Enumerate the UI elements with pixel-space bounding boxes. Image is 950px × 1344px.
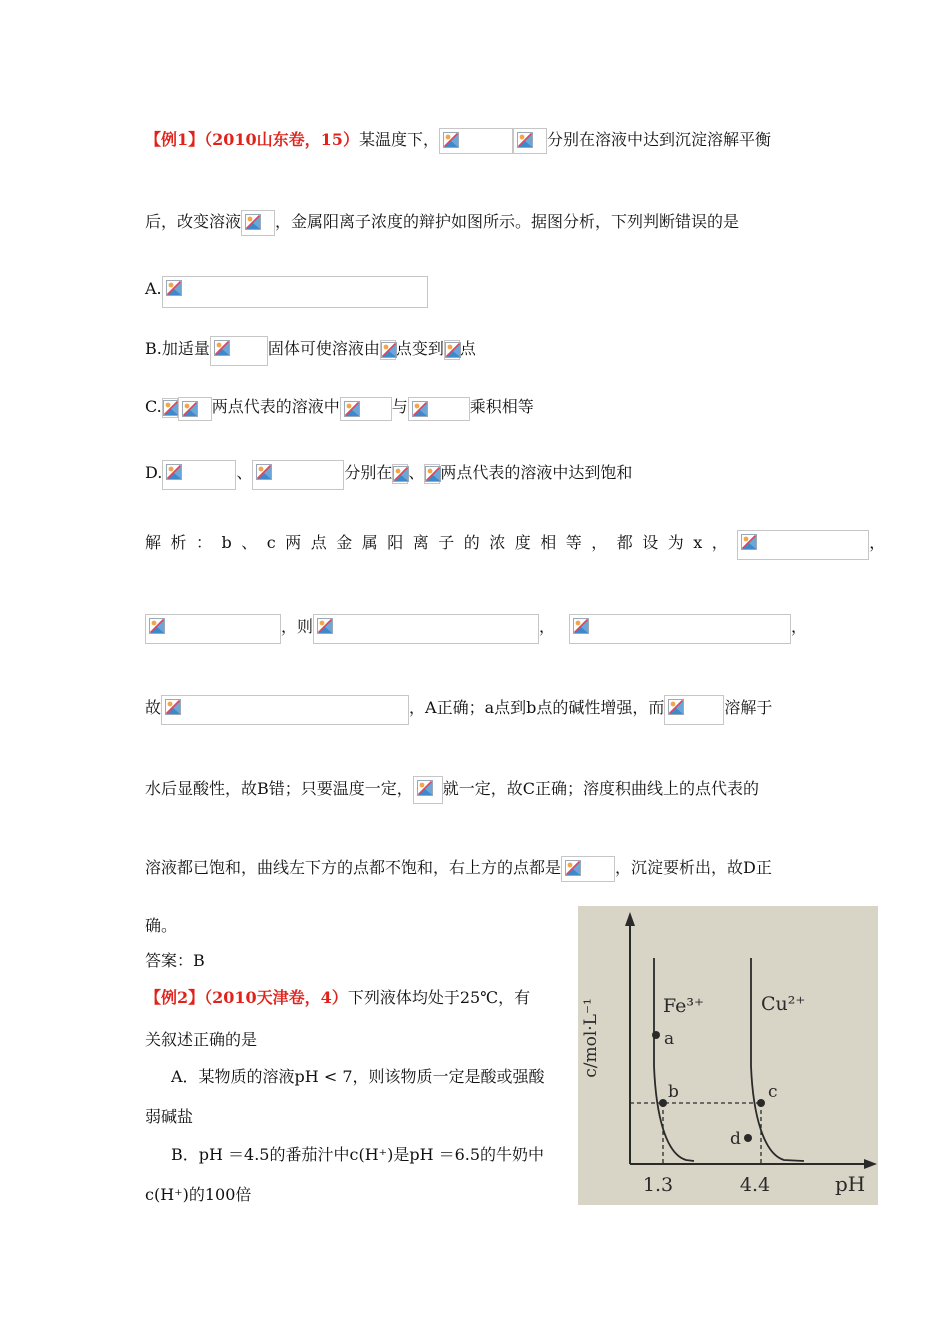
- option-d: [145, 460, 632, 490]
- formula-image: [413, 776, 443, 804]
- analysis-text: 水后显酸性，故B错；只要温度一定，: [145, 779, 413, 798]
- broken-image-icon: [393, 466, 409, 482]
- analysis-text: ，沉淀要析出，故D正: [615, 858, 772, 877]
- analysis-text: ，A正确；a点到b点的碱性增强，而: [409, 698, 665, 717]
- formula-image: [737, 530, 869, 560]
- ex1-text: 后，改变溶液: [145, 212, 242, 231]
- graph-background: [578, 906, 878, 1205]
- option-text: 分别在: [344, 463, 393, 482]
- point-c: [757, 1099, 765, 1107]
- formula-image: [313, 614, 539, 644]
- option-text: B.加适量: [145, 339, 210, 358]
- option-text: 、: [236, 463, 253, 482]
- analysis-text: ，则: [281, 617, 314, 636]
- x-tick-1: 1.3: [642, 1174, 674, 1196]
- formula-image: [513, 128, 547, 154]
- option-text: 固体可使溶液由: [267, 339, 380, 358]
- broken-image-icon: [214, 340, 230, 356]
- analysis-text: 溶解于: [724, 698, 773, 717]
- analysis-text: ，: [791, 617, 808, 636]
- answer: 答案：B: [145, 951, 205, 970]
- formula-image: [145, 614, 281, 644]
- solubility-graph: [578, 906, 878, 1205]
- ex2-tag: 【例2】: [145, 988, 205, 1007]
- point-d: [744, 1134, 752, 1142]
- broken-image-icon: [381, 342, 397, 358]
- analysis-text: ，: [539, 617, 556, 636]
- broken-image-icon: [573, 618, 589, 634]
- formula-image: [380, 340, 396, 360]
- formula-image: [424, 464, 440, 484]
- formula-image: [252, 460, 344, 490]
- ex2-text: 下列液体均处于25℃，有: [347, 988, 531, 1007]
- ex2-line2: 关叙述正确的是: [145, 1030, 258, 1049]
- broken-image-icon: [443, 132, 459, 148]
- analysis-text: 就一定，故C正确；溶度积曲线上的点代表的: [442, 779, 760, 798]
- option-b: [145, 336, 476, 366]
- ex2-option-b-line2: c(H⁺)的100倍: [145, 1185, 252, 1204]
- point-c-label: c: [768, 1082, 778, 1102]
- broken-image-icon: [565, 860, 581, 876]
- point-b-label: b: [668, 1082, 679, 1102]
- ex2-option-b-line1: B．pH ＝4.5的番茄汁中c(H⁺)是pH ＝6.5的牛奶中: [171, 1145, 545, 1164]
- point-d-label: d: [730, 1129, 741, 1149]
- formula-image: [161, 695, 409, 725]
- broken-image-icon: [166, 280, 182, 296]
- broken-image-icon: [417, 780, 433, 796]
- formula-image: [569, 614, 791, 644]
- analysis-text: ，: [869, 533, 886, 552]
- ex1-line2: [145, 210, 739, 236]
- x-axis-label: pH: [835, 1172, 866, 1196]
- option-text: 两点代表的溶液中达到饱和: [440, 463, 633, 482]
- ex1-text: 分别在溶液中达到沉淀溶解平衡: [546, 130, 771, 149]
- broken-image-icon: [412, 401, 428, 417]
- ex1-line1: [145, 128, 771, 154]
- broken-image-icon: [344, 401, 360, 417]
- broken-image-icon: [445, 342, 461, 358]
- option-text: 、: [408, 463, 425, 482]
- option-text: 与: [391, 397, 408, 416]
- formula-image: [178, 397, 212, 421]
- option-text: 乘积相等: [469, 397, 534, 416]
- fe-label: Fe³⁺: [663, 995, 705, 1017]
- x-tick-2: 4.4: [739, 1174, 771, 1196]
- ex2-option-a-line1: A．某物质的溶液pH < 7，则该物质一定是酸或强酸: [171, 1067, 545, 1086]
- analysis-line2: [145, 614, 807, 644]
- formula-image: [392, 464, 408, 484]
- formula-image: [444, 340, 460, 360]
- analysis-line5: [145, 856, 772, 882]
- broken-image-icon: [245, 214, 261, 230]
- broken-image-icon: [517, 132, 533, 148]
- point-a-label: a: [664, 1029, 675, 1049]
- analysis-line6: 确。: [145, 916, 178, 935]
- ex2-option-a-line2: 弱碱盐: [145, 1107, 194, 1126]
- y-axis-label: c/mol·L⁻¹: [581, 998, 601, 1078]
- formula-image: [162, 398, 178, 418]
- option-label: D.: [145, 463, 163, 482]
- ex2-source: （2010天津卷，4）: [204, 988, 348, 1007]
- formula-image: [162, 276, 428, 308]
- formula-image: [340, 397, 392, 421]
- formula-image: [408, 397, 470, 421]
- formula-image: [439, 128, 513, 154]
- analysis-line1: [145, 530, 885, 560]
- broken-image-icon: [741, 534, 757, 550]
- ex1-text: ，金属阳离子浓度的辩护如图所示。据图分析，下列判断错误的是: [275, 212, 740, 231]
- formula-image: [210, 336, 268, 366]
- analysis-line3: [145, 695, 772, 725]
- broken-image-icon: [668, 699, 684, 715]
- option-label: A.: [145, 279, 162, 298]
- formula-image: [162, 460, 236, 490]
- analysis-text: 溶液都已饱和，曲线左下方的点都不饱和，右上方的点都是: [145, 858, 562, 877]
- broken-image-icon: [182, 401, 198, 417]
- ex1-text: 某温度下，: [358, 130, 439, 149]
- formula-image: [664, 695, 724, 725]
- broken-image-icon: [317, 618, 333, 634]
- option-label: C.: [145, 397, 162, 416]
- analysis-text: 解析：b、c两点金属阳离子的浓度相等，都设为x，: [145, 533, 738, 552]
- option-text: 点变到: [395, 339, 444, 358]
- ex2-line1: [145, 988, 530, 1008]
- formula-image: [561, 856, 615, 882]
- ex1-tag: 【例1】: [145, 130, 205, 149]
- broken-image-icon: [166, 464, 182, 480]
- ex1-source: （2010山东卷，15）: [204, 130, 359, 149]
- point-a: [652, 1031, 660, 1039]
- broken-image-icon: [163, 400, 179, 416]
- broken-image-icon: [165, 699, 181, 715]
- option-text: 点: [459, 339, 476, 358]
- broken-image-icon: [149, 618, 165, 634]
- analysis-text: 故: [145, 698, 162, 717]
- point-b: [659, 1099, 667, 1107]
- cu-label: Cu²⁺: [761, 993, 806, 1015]
- analysis-line4: [145, 776, 759, 804]
- option-a: [145, 276, 428, 308]
- broken-image-icon: [256, 464, 272, 480]
- option-text: 两点代表的溶液中: [211, 397, 340, 416]
- broken-image-icon: [425, 466, 441, 482]
- option-c: [145, 397, 534, 421]
- formula-image: [241, 210, 275, 236]
